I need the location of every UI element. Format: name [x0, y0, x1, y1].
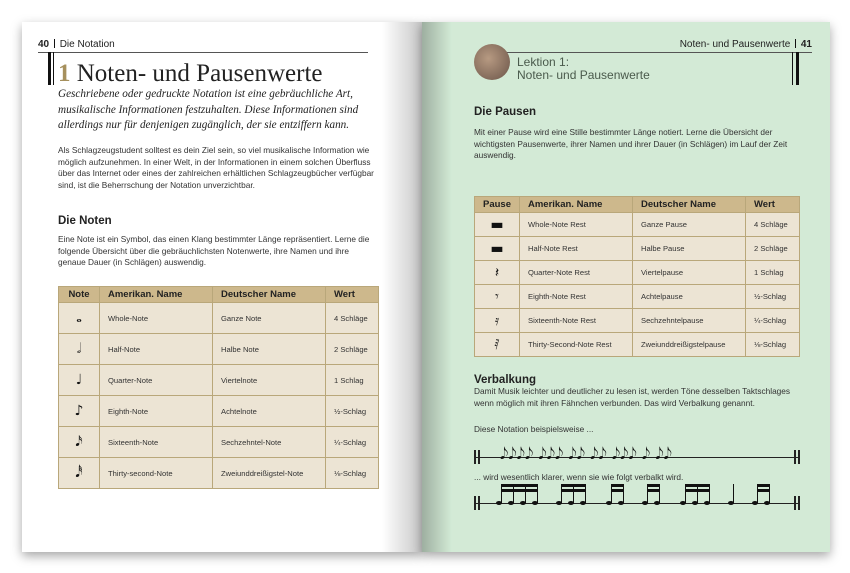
- note-beam: [757, 489, 770, 492]
- gutter-shadow: [382, 22, 422, 552]
- gutter-shadow: [422, 22, 452, 552]
- pausen-paragraph: Mit einer Pause wird eine Stille bestimmter Länge notiert. Lerne die Übersicht der wichtigsten Pausenwerte, ihrer Namen und ihrer Dauer (in Schlägen) im Lauf der Zeit auswendig.: [474, 127, 788, 161]
- header-bar: [796, 52, 799, 85]
- american-name: Half-Note: [100, 334, 213, 365]
- note-beam: [685, 484, 710, 487]
- american-name: Quarter-Note Rest: [520, 261, 633, 285]
- lesson-subtitle: Noten- und Pausenwerte: [517, 68, 650, 82]
- american-name: Half-Note Rest: [520, 237, 633, 261]
- note-symbol: ♪: [59, 396, 100, 427]
- note-beam: [685, 489, 710, 492]
- american-name: Eighth-Note Rest: [520, 285, 633, 309]
- note-symbol: ♩: [59, 365, 100, 396]
- table-row: [59, 365, 379, 396]
- left-page: [22, 22, 422, 552]
- header-title: Noten- und Pausenwerte: [679, 39, 791, 50]
- col-header-wert: Wert: [326, 287, 379, 303]
- value: 1 Schlag: [746, 261, 800, 285]
- german-name: Viertelpause: [633, 261, 746, 285]
- note-beam: [611, 484, 624, 487]
- table-row: [59, 303, 379, 334]
- value: 2 Schläge: [746, 237, 800, 261]
- col-header-note: Note: [59, 287, 100, 303]
- lesson-photo-icon: [474, 44, 510, 80]
- col-header-pause: Pause: [475, 197, 520, 213]
- lesson-label: Lektion 1:: [517, 55, 570, 69]
- chapter-number: 1: [58, 60, 71, 87]
- rest-symbol: 𝄽: [475, 261, 520, 285]
- note-stem: [733, 484, 734, 503]
- american-name: Whole-Note: [100, 303, 213, 334]
- note-beam: [757, 484, 770, 487]
- table-row: [475, 261, 800, 285]
- flagged-notes-staff: [474, 444, 800, 464]
- header-rule: [38, 52, 368, 53]
- example-after-text: ... wird wesentlich klarer, wenn sie wie folgt verbalkt wird.: [474, 472, 684, 482]
- page-header-right: [680, 39, 812, 50]
- note-beam: [611, 489, 624, 492]
- table-row: [59, 334, 379, 365]
- note-beam: [501, 489, 538, 492]
- note-symbol: 𝅘𝅥𝅰: [59, 458, 100, 489]
- table-row: [475, 309, 800, 333]
- german-name: Zweiunddreißigstelpause: [633, 333, 746, 357]
- col-header-wert: Wert: [746, 197, 800, 213]
- col-header-de: Deutscher Name: [213, 287, 326, 303]
- american-name: Sixteenth-Note: [100, 427, 213, 458]
- header-title: Die Notation: [59, 39, 115, 50]
- american-name: Sixteenth-Note Rest: [520, 309, 633, 333]
- german-name: Ganze Note: [213, 303, 326, 334]
- american-name: Quarter-Note: [100, 365, 213, 396]
- value: 4 Schläge: [326, 303, 379, 334]
- page-number: 40: [38, 39, 50, 50]
- header-rule: [482, 52, 812, 53]
- noten-heading: Die Noten: [58, 215, 112, 227]
- note-symbol: 𝅗𝅥: [59, 334, 100, 365]
- header-bar-thin: [53, 52, 54, 85]
- note-beam: [561, 489, 586, 492]
- example-before-text: Diese Notation beispielsweise ...: [474, 424, 594, 434]
- german-name: Halbe Pause: [633, 237, 746, 261]
- value: 2 Schläge: [326, 334, 379, 365]
- note-beam: [647, 484, 660, 487]
- header-bar-thin: [792, 52, 793, 85]
- american-name: Eighth-Note: [100, 396, 213, 427]
- table-row: [475, 333, 800, 357]
- table-row: [475, 285, 800, 309]
- chapter-heading: [58, 60, 323, 88]
- table-row: [59, 458, 379, 489]
- german-name: Zweiunddreißigstel-Note: [213, 458, 326, 489]
- table-row: [59, 396, 379, 427]
- lead-paragraph: Geschriebene oder gedruckte Notation ist eine gebräuchliche Art, musikalische Informationen festzuhalten. Diese Informationen sind allerdings nur für denjenigen zugänglich, der sie entziffern kann.: [58, 88, 359, 131]
- rest-symbol: 𝅀: [475, 333, 520, 357]
- american-name: Whole-Note Rest: [520, 213, 633, 237]
- right-page: [422, 22, 830, 552]
- value: ½-Schlag: [326, 396, 379, 427]
- value: ⅛-Schlag: [746, 333, 800, 357]
- value: 4 Schläge: [746, 213, 800, 237]
- page-number: 41: [800, 39, 812, 50]
- notes-table: [58, 286, 379, 489]
- note-beam: [501, 484, 538, 487]
- col-header-de: Deutscher Name: [633, 197, 746, 213]
- american-name: Thirty-second-Note: [100, 458, 213, 489]
- flagged-notes: 𝅘𝅥𝅮𝅘𝅥𝅮𝅘𝅥𝅮𝅘𝅥𝅮 𝅘𝅥𝅮𝅘𝅥𝅮𝅘𝅥𝅮 𝅘𝅥𝅮𝅘𝅥𝅮 𝅘𝅥𝅮𝅘𝅥𝅮 𝅘𝅥𝅮𝅘𝅥𝅮𝅘𝅥𝅮 𝅘𝅥𝅮 𝅘𝅥𝅮𝅘𝅥𝅮: [500, 444, 672, 463]
- value: 1 Schlag: [326, 365, 379, 396]
- note-beam: [647, 489, 660, 492]
- value: ½-Schlag: [746, 285, 800, 309]
- table-row: [475, 213, 800, 237]
- table-row: [59, 427, 379, 458]
- verbalkung-paragraph: Damit Musik leichter und deutlicher zu lesen ist, werden Töne desselben Taktschlages wenn möglich mit ihren Fähnchen verbunden. Das wird Verbalkung genannt.: [474, 386, 791, 408]
- col-header-am: Amerikan. Name: [520, 197, 633, 213]
- note-symbol: 𝅘𝅥𝅯: [59, 427, 100, 458]
- rest-symbol: 𝄾: [475, 285, 520, 309]
- pausen-heading: Die Pausen: [474, 106, 536, 118]
- intro-paragraph: Als Schlagzeugstudent solltest es dein Ziel sein, so viel musikalische Information wie möglich aufzunehmen. In einer Welt, in der Informationen in einem solchen Überfluss über das Internet oder eines der zahlreichen erhältlichen Schlagzeugbücher verfügbar sind, ist die Beherrschung der Notation unverzichtbar.: [58, 145, 374, 190]
- page-header-left: [38, 39, 115, 50]
- note-beam: [561, 484, 586, 487]
- book-spread: [22, 22, 830, 552]
- value: ¼-Schlag: [746, 309, 800, 333]
- table-row: [475, 237, 800, 261]
- beamed-notes-staff: [474, 496, 800, 510]
- german-name: Ganze Pause: [633, 213, 746, 237]
- chapter-title: Noten- und Pausenwerte: [76, 60, 323, 87]
- lesson-title: [517, 56, 650, 82]
- note-symbol: 𝅝: [59, 303, 100, 334]
- german-name: Sechzehntel-Note: [213, 427, 326, 458]
- american-name: Thirty-Second-Note Rest: [520, 333, 633, 357]
- german-name: Viertelnote: [213, 365, 326, 396]
- col-header-am: Amerikan. Name: [100, 287, 213, 303]
- value: ¼-Schlag: [326, 427, 379, 458]
- value: ⅛-Schlag: [326, 458, 379, 489]
- rest-symbol: ▬: [475, 213, 520, 237]
- german-name: Halbe Note: [213, 334, 326, 365]
- german-name: Sechzehntelpause: [633, 309, 746, 333]
- rest-symbol: 𝄿: [475, 309, 520, 333]
- rest-symbol: ▬: [475, 237, 520, 261]
- verbalkung-heading: Verbalkung: [474, 374, 536, 386]
- german-name: Achtelpause: [633, 285, 746, 309]
- rests-table: [474, 196, 800, 357]
- german-name: Achtelnote: [213, 396, 326, 427]
- header-bar: [48, 52, 51, 85]
- noten-paragraph: Eine Note ist ein Symbol, das einen Klang bestimmter Länge repräsentiert. Lerne die folgende Übersicht über die gebräuchlichsten Notenwerte, ihre Namen und ihre genaue Dauer (in Schlägen) auswendig.: [58, 234, 370, 268]
